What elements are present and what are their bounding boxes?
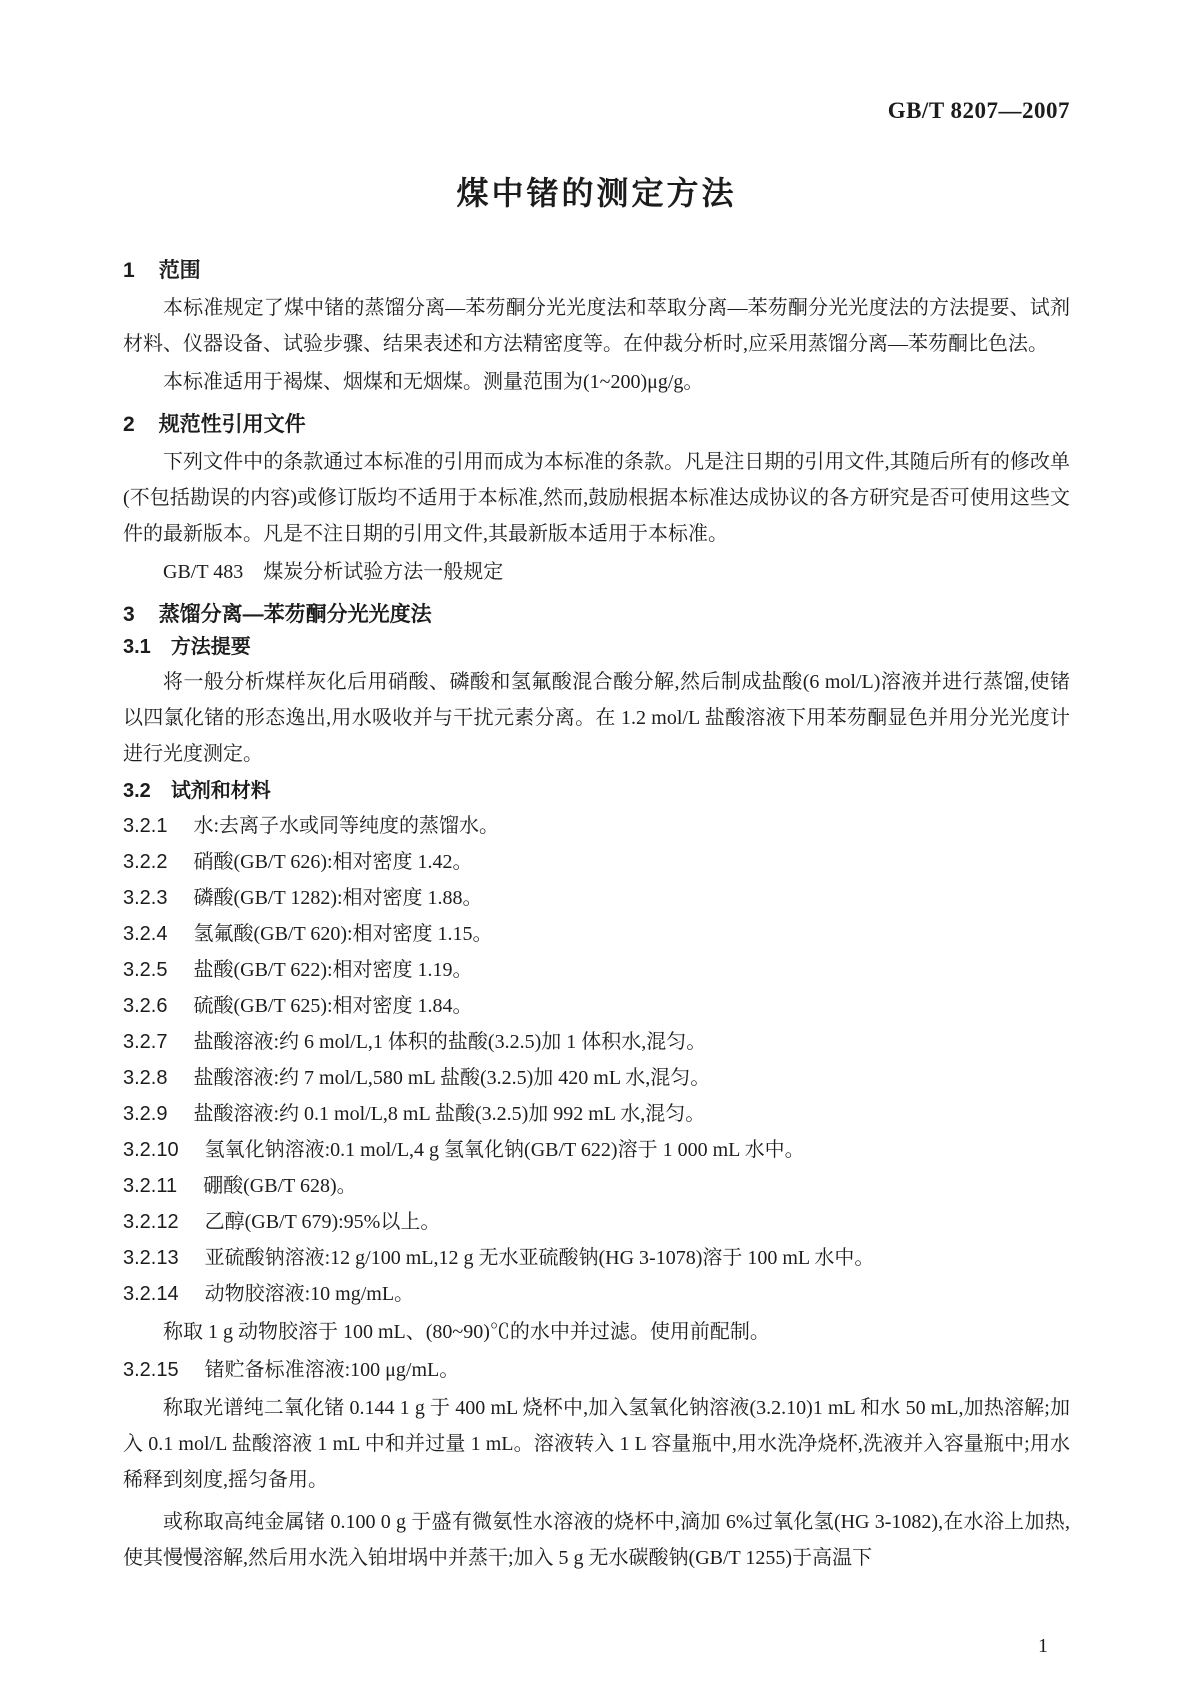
- clause-number: 3.2.12: [123, 1211, 179, 1233]
- subsection-3-1-number: 3.1: [123, 636, 151, 658]
- scope-paragraph-2: 本标准适用于褐煤、烟煤和无烟煤。测量范围为(1~200)μg/g。: [163, 371, 704, 393]
- standard-solution-note-1: 称取光谱纯二氧化锗 0.144 1 g 于 400 mL 烧杯中,加入氢氧化钠溶液(3.2.10)1 mL 和水 50 mL,加热溶解;加入 0.1 mol/L 盐酸溶液 1 mL 中和并过量 1 mL。溶液转入 1 L 容量瓶中,用水洗净烧杯,洗液并入容量瓶中;用水稀释到刻度,摇匀备用。: [123, 1397, 1070, 1491]
- clause-number: 3.2.2: [123, 851, 168, 873]
- clause-text: 亚硫酸钠溶液:12 g/100 mL,12 g 无水亚硫酸钠(HG 3-1078)溶于 100 mL 水中。: [204, 1247, 875, 1269]
- normative-paragraph: 下列文件中的条款通过本标准的引用而成为本标准的条款。凡是注日期的引用文件,其随后所有的修改单(不包括勘误的内容)或修订版均不适用于本标准,然而,鼓励根据本标准达成协议的各方研究是否可使用这些文件的最新版本。凡是不注日期的引用文件,其最新版本适用于本标准。: [123, 451, 1070, 545]
- clause-3-2-3: [123, 880, 1070, 916]
- clause-number: 3.2.5: [123, 959, 168, 981]
- clause-text: 磷酸(GB/T 1282):相对密度 1.88。: [193, 887, 483, 909]
- clause-text: 硝酸(GB/T 626):相对密度 1.42。: [193, 851, 473, 873]
- section-1-number: 1: [123, 259, 135, 282]
- section-2-number: 2: [123, 413, 135, 436]
- clause-text: 乙醇(GB/T 679):95%以上。: [204, 1211, 441, 1233]
- clause-number: 3.2.15: [123, 1359, 179, 1381]
- clause-number: 3.2.4: [123, 923, 168, 945]
- clause-number: 3.2.9: [123, 1103, 168, 1125]
- clause-number: 3.2.1: [123, 815, 168, 837]
- clause-number: 3.2.11: [123, 1175, 178, 1197]
- clause-number: 3.2.14: [123, 1283, 179, 1305]
- gelatin-preparation-note: 称取 1 g 动物胶溶于 100 mL、(80~90)℃的水中并过滤。使用前配制。: [163, 1321, 770, 1343]
- subsection-3-2-number: 3.2: [123, 780, 151, 802]
- page-number: 1: [1038, 1635, 1048, 1657]
- clause-text: 氢氧化钠溶液:0.1 mol/L,4 g 氢氧化钠(GB/T 622)溶于 1 000 mL 水中。: [204, 1139, 805, 1161]
- clause-3-2-12: [123, 1204, 1070, 1240]
- document-title: 煤中锗的测定方法: [456, 175, 737, 211]
- clause-text: 硼酸(GB/T 628)。: [203, 1175, 357, 1197]
- clause-3-2-15: [123, 1352, 1070, 1388]
- clause-text: 锗贮备标准溶液:100 μg/mL。: [204, 1359, 460, 1381]
- method-summary-paragraph: 将一般分析煤样灰化后用硝酸、磷酸和氢氟酸混合酸分解,然后制成盐酸(6 mol/L)溶液并进行蒸馏,使锗以四氯化锗的形态逸出,用水吸收并与干扰元素分离。在 1.2 mol/L 盐酸溶液下用苯芴酮显色并用分光光度计进行光度测定。: [123, 671, 1070, 765]
- clause-3-2-9: [123, 1096, 1070, 1132]
- clause-3-2-1: [123, 808, 1070, 844]
- subsection-3-2-title: 试剂和材料: [170, 780, 271, 802]
- scope-paragraph-1: 本标准规定了煤中锗的蒸馏分离—苯芴酮分光光度法和萃取分离—苯芴酮分光光度法的方法提要、试剂材料、仪器设备、试验步骤、结果表述和方法精密度等。在仲裁分析时,应采用蒸馏分离—苯芴酮比色法。: [123, 297, 1070, 355]
- subsection-3-1-title: 方法提要: [170, 636, 251, 658]
- clause-text: 水:去离子水或同等纯度的蒸馏水。: [193, 815, 500, 837]
- section-2-heading: [123, 412, 1070, 438]
- clause-text: 盐酸(GB/T 622):相对密度 1.19。: [193, 959, 473, 981]
- clause-text: 盐酸溶液:约 7 mol/L,580 mL 盐酸(3.2.5)加 420 mL 水,混匀。: [193, 1067, 711, 1089]
- clause-text: 硫酸(GB/T 625):相对密度 1.84。: [193, 995, 473, 1017]
- clause-text: 盐酸溶液:约 6 mol/L,1 体积的盐酸(3.2.5)加 1 体积水,混匀。: [193, 1031, 707, 1053]
- clause-text: 氢氟酸(GB/T 620):相对密度 1.15。: [193, 923, 493, 945]
- clause-3-2-5: [123, 952, 1070, 988]
- clause-number: 3.2.13: [123, 1247, 179, 1269]
- section-1-title: 范围: [158, 259, 201, 282]
- section-3-heading: [123, 602, 1070, 628]
- clause-3-2-6: [123, 988, 1070, 1024]
- clause-3-2-2: [123, 844, 1070, 880]
- section-2-title: 规范性引用文件: [158, 413, 306, 436]
- clause-3-2-7: [123, 1024, 1070, 1060]
- clause-3-2-4: [123, 916, 1070, 952]
- normative-reference: GB/T 483 煤炭分析试验方法一般规定: [163, 561, 504, 583]
- standard-solution-note-2: 或称取高纯金属锗 0.100 0 g 于盛有微氨性水溶液的烧杯中,滴加 6%过氧化氢(HG 3-1082),在水浴上加热,使其慢慢溶解,然后用水洗入铂坩埚中并蒸干;加入 5 g 无水碳酸钠(GB/T 1255)于高温下: [123, 1511, 1070, 1569]
- section-3-title: 蒸馏分离—苯芴酮分光光度法: [158, 603, 432, 626]
- standard-code: GB/T 8207—2007: [887, 98, 1070, 123]
- clause-number: 3.2.6: [123, 995, 168, 1017]
- clause-number: 3.2.10: [123, 1139, 179, 1161]
- clause-3-2-10: [123, 1132, 1070, 1168]
- clause-3-2-14: [123, 1276, 1070, 1312]
- clause-3-2-13: [123, 1240, 1070, 1276]
- clause-number: 3.2.7: [123, 1031, 168, 1053]
- clause-text: 盐酸溶液:约 0.1 mol/L,8 mL 盐酸(3.2.5)加 992 mL 水,混匀。: [193, 1103, 706, 1125]
- clause-3-2-8: [123, 1060, 1070, 1096]
- clause-number: 3.2.8: [123, 1067, 168, 1089]
- section-3-number: 3: [123, 603, 135, 626]
- clause-3-2-11: [123, 1168, 1070, 1204]
- section-1-heading: [123, 258, 1070, 284]
- subsection-3-1-heading: [123, 634, 1070, 660]
- clause-number: 3.2.3: [123, 887, 168, 909]
- clause-text: 动物胶溶液:10 mg/mL。: [204, 1283, 415, 1305]
- subsection-3-2-heading: [123, 778, 1070, 804]
